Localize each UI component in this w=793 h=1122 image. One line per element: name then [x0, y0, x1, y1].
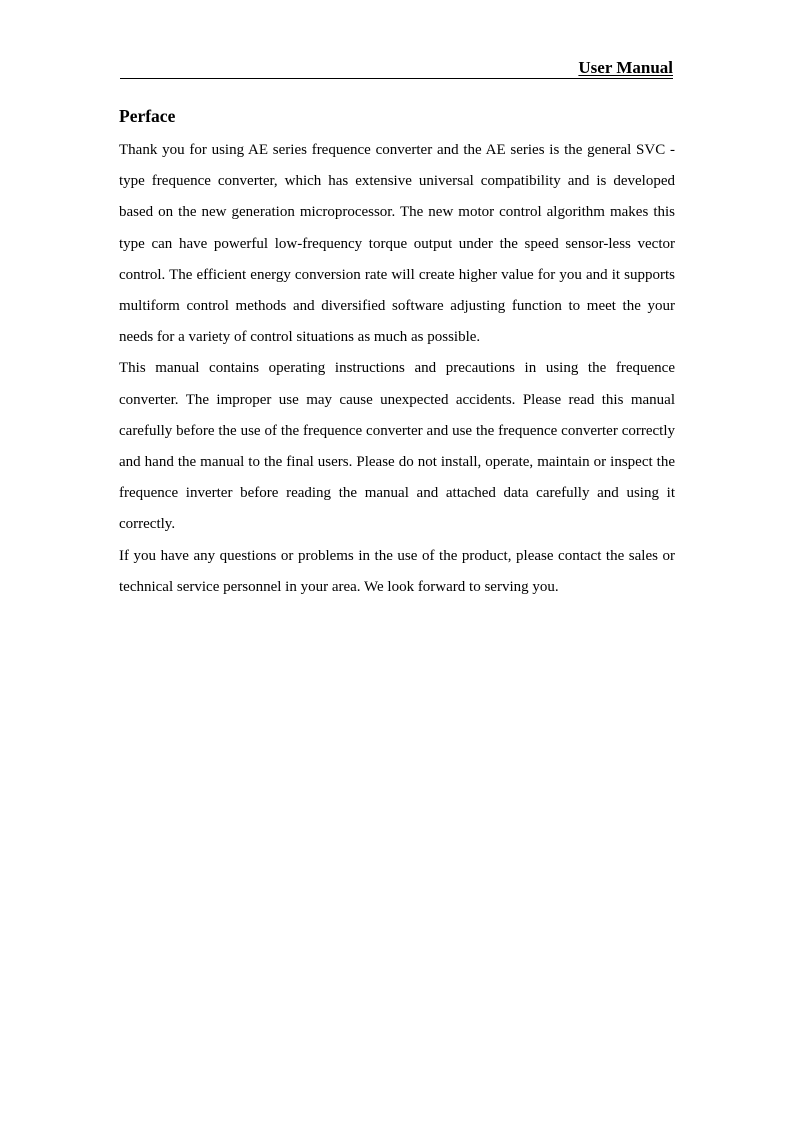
paragraph-manual-notice: This manual contains operating instructions and precautions in using the frequence converter. The improper use may cause unexpected accidents. Please read this manual carefully before the use of the frequence converter and use the frequence converter correctly and hand the manual to the final users. Please do not install, operate, maintain or inspect the frequence inverter before reading the manual and attached data carefully and using it correctly. — [119, 360, 675, 533]
header-title: User Manual — [578, 58, 673, 77]
page-header — [120, 58, 673, 79]
preface-section — [119, 104, 675, 603]
paragraph-contact: If you have any questions or problems in the use of the product, please contact the sales or technical service personnel in your area. We look forward to serving you. — [119, 547, 675, 595]
section-title: Perface — [119, 106, 176, 126]
paragraph-intro: Thank you for using AE series frequence converter and the AE series is the general SVC -type frequence converter, which has extensive universal compatibility and is developed based on the new generation microprocessor. The new motor control algorithm makes this type can have powerful low-frequency torque output under the speed sensor-less vector control. The efficient energy conversion rate will create higher value for you and it supports multiform control methods and diversified software adjusting function to meet the your needs for a variety of control situations as much as possible. — [119, 142, 675, 346]
